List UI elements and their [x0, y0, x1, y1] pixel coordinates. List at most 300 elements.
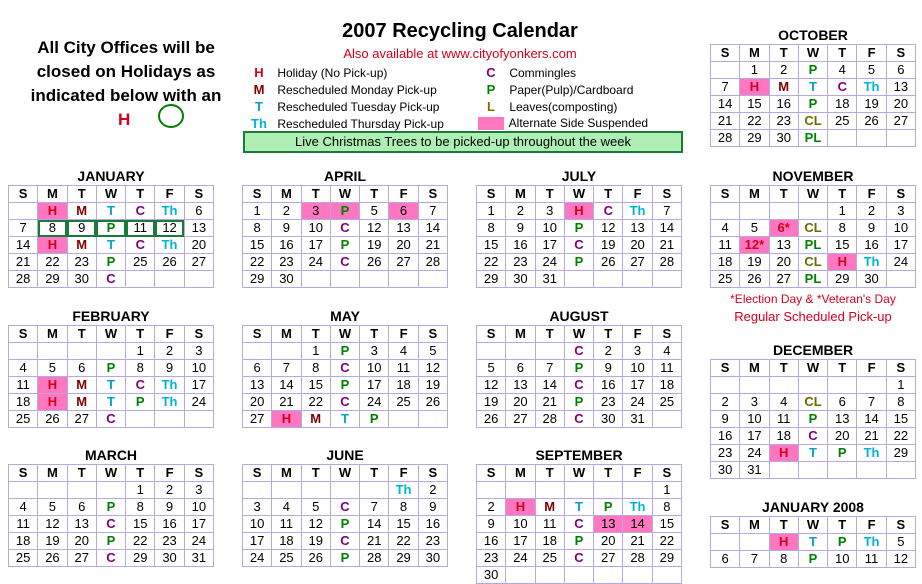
day-cell: 9 — [155, 360, 184, 377]
day-cell: 27 — [389, 254, 418, 271]
day-cell: PL — [798, 237, 827, 254]
day-cell: 16 — [769, 96, 798, 113]
day-cell: 13 — [184, 220, 213, 237]
day-cell: 22 — [477, 254, 506, 271]
day-cell: 19 — [38, 533, 67, 550]
day-cell — [886, 271, 915, 288]
day-cell: 5 — [360, 203, 389, 220]
legend-item — [244, 115, 444, 132]
day-cell: 3 — [886, 203, 915, 220]
day-cell: 9 — [857, 220, 886, 237]
day-cell: 3 — [243, 499, 272, 516]
day-cell: Th — [857, 445, 886, 462]
day-cell: 23 — [769, 113, 798, 130]
week-row — [477, 360, 682, 377]
day-cell — [184, 411, 213, 428]
day-cell: 10 — [740, 411, 769, 428]
month-name: JANUARY — [77, 168, 145, 184]
day-cell: PL — [798, 130, 827, 147]
day-cell — [243, 482, 272, 499]
day-cell: 16 — [857, 237, 886, 254]
week-row — [9, 482, 214, 499]
day-cell: 30 — [769, 130, 798, 147]
week-row — [243, 254, 448, 271]
day-cell — [360, 271, 389, 288]
day-cell: Th — [155, 237, 184, 254]
day-cell: 2 — [272, 203, 301, 220]
day-cell: 29 — [652, 550, 681, 567]
day-cell: 4 — [769, 394, 798, 411]
day-cell: 21 — [623, 533, 652, 550]
week-row — [711, 551, 916, 568]
day-cell: CL — [798, 113, 827, 130]
day-cell: C — [564, 343, 593, 360]
day-cell: M — [769, 79, 798, 96]
day-cell — [389, 271, 418, 288]
day-header: T — [301, 186, 330, 203]
week-row — [711, 203, 916, 220]
week-row — [711, 62, 916, 79]
day-header: M — [740, 517, 769, 534]
day-cell: 30 — [594, 411, 623, 428]
day-cell: 11 — [389, 360, 418, 377]
day-header: S — [652, 326, 681, 343]
day-cell: 16 — [594, 377, 623, 394]
day-cell: C — [96, 271, 125, 288]
week-row — [243, 203, 448, 220]
day-cell: 20 — [506, 394, 535, 411]
day-header: F — [623, 186, 652, 203]
month-september — [476, 447, 682, 584]
day-cell — [96, 343, 125, 360]
day-cell: P — [330, 343, 359, 360]
day-cell: 26 — [360, 254, 389, 271]
day-cell — [711, 203, 740, 220]
week-row — [711, 237, 916, 254]
day-cell: 23 — [418, 533, 447, 550]
day-cell: 21 — [857, 428, 886, 445]
day-cell: Th — [623, 499, 652, 516]
legend-code: P — [486, 82, 496, 97]
day-cell: T — [798, 445, 827, 462]
day-cell: 19 — [360, 237, 389, 254]
day-cell: T — [798, 534, 827, 551]
legend-label: Rescheduled Monday Pick-up — [274, 83, 437, 97]
election-note: *Election Day & *Veteran's Day — [730, 292, 896, 306]
week-row — [243, 394, 448, 411]
day-cell: P — [330, 203, 359, 220]
day-cell: 26 — [740, 271, 769, 288]
day-cell: 24 — [184, 533, 213, 550]
week-row — [9, 394, 214, 411]
day-header: S — [243, 465, 272, 482]
day-cell: 6 — [828, 394, 857, 411]
week-row — [711, 96, 916, 113]
day-header: W — [798, 186, 827, 203]
day-header: S — [243, 326, 272, 343]
day-header: F — [623, 326, 652, 343]
day-cell — [535, 567, 564, 584]
day-cell — [38, 482, 67, 499]
day-cell: 17 — [886, 237, 915, 254]
legend-label: Rescheduled Thursday Pick-up — [274, 117, 444, 131]
day-header: F — [857, 517, 886, 534]
legend-code: C — [486, 65, 496, 80]
day-cell: 4 — [9, 499, 38, 516]
day-cell — [184, 271, 213, 288]
day-cell: 5 — [857, 62, 886, 79]
day-header: F — [623, 465, 652, 482]
day-cell: 15 — [301, 377, 330, 394]
day-cell — [564, 482, 593, 499]
day-cell — [740, 377, 769, 394]
day-cell: 20 — [828, 428, 857, 445]
day-cell: 10 — [535, 220, 564, 237]
day-cell: 18 — [389, 377, 418, 394]
day-cell: 2 — [594, 343, 623, 360]
day-header: M — [740, 45, 769, 62]
day-header: F — [389, 186, 418, 203]
day-cell: 24 — [506, 550, 535, 567]
day-header: W — [330, 186, 359, 203]
day-cell: 15 — [652, 516, 681, 533]
day-cell: 10 — [360, 360, 389, 377]
day-cell — [798, 203, 827, 220]
day-cell: 3 — [301, 203, 330, 220]
day-cell: CL — [798, 220, 827, 237]
day-cell — [506, 482, 535, 499]
legend-code: L — [487, 99, 495, 114]
day-cell: 10 — [301, 220, 330, 237]
day-cell — [740, 534, 769, 551]
month-table — [476, 185, 682, 288]
day-cell: H — [38, 377, 67, 394]
day-cell: 29 — [243, 271, 272, 288]
day-cell: 24 — [740, 445, 769, 462]
day-cell — [711, 62, 740, 79]
week-row — [477, 533, 682, 550]
day-cell: 13 — [769, 237, 798, 254]
day-cell: 11 — [9, 516, 38, 533]
day-cell: H — [38, 203, 67, 220]
day-cell: 24 — [535, 254, 564, 271]
day-cell: M — [67, 203, 96, 220]
day-cell: 16 — [711, 428, 740, 445]
day-cell: H — [769, 534, 798, 551]
week-row — [711, 79, 916, 96]
day-cell: H — [740, 79, 769, 96]
day-cell: 5 — [418, 343, 447, 360]
legend-label: Rescheduled Tuesday Pick-up — [274, 100, 440, 114]
day-cell: 14 — [652, 220, 681, 237]
week-row — [711, 220, 916, 237]
day-cell: 8 — [243, 220, 272, 237]
day-cell: 18 — [535, 533, 564, 550]
day-cell: 4 — [652, 343, 681, 360]
day-header: S — [652, 186, 681, 203]
day-cell: 24 — [360, 394, 389, 411]
day-cell: 11 — [126, 220, 155, 237]
day-cell: C — [126, 237, 155, 254]
day-cell: 20 — [243, 394, 272, 411]
day-cell — [126, 411, 155, 428]
regular-pickup-note: Regular Scheduled Pick-up — [734, 309, 892, 324]
month-table — [710, 516, 916, 568]
week-row — [9, 271, 214, 288]
week-row — [477, 482, 682, 499]
day-cell: 19 — [301, 533, 330, 550]
day-cell: 5 — [740, 220, 769, 237]
day-cell — [243, 343, 272, 360]
day-cell: 26 — [38, 550, 67, 567]
day-header: T — [126, 465, 155, 482]
day-cell: 18 — [9, 533, 38, 550]
week-row — [9, 237, 214, 254]
day-header: S — [477, 326, 506, 343]
day-cell — [828, 130, 857, 147]
week-row — [477, 237, 682, 254]
day-cell: 11 — [711, 237, 740, 254]
legend-label: Holiday (No Pick-up) — [274, 66, 388, 80]
day-cell: 8 — [652, 499, 681, 516]
day-cell: 11 — [769, 411, 798, 428]
day-cell: 27 — [506, 411, 535, 428]
day-cell: C — [564, 516, 593, 533]
holiday-notice-h: H — [118, 110, 131, 129]
day-cell — [67, 343, 96, 360]
day-cell: 10 — [506, 516, 535, 533]
day-cell: 21 — [272, 394, 301, 411]
day-cell — [828, 462, 857, 479]
day-cell: 19 — [594, 237, 623, 254]
day-cell: H — [564, 203, 593, 220]
day-cell: 23 — [272, 254, 301, 271]
day-cell: 25 — [828, 113, 857, 130]
day-cell: 8 — [886, 394, 915, 411]
day-cell: P — [798, 62, 827, 79]
day-cell: 24 — [623, 394, 652, 411]
day-cell: 1 — [126, 482, 155, 499]
day-cell: 14 — [623, 516, 652, 533]
day-cell: T — [96, 377, 125, 394]
week-row — [711, 411, 916, 428]
day-cell — [418, 411, 447, 428]
day-cell: M — [67, 237, 96, 254]
day-cell: 25 — [652, 394, 681, 411]
day-cell: 28 — [9, 271, 38, 288]
week-row — [711, 428, 916, 445]
day-cell: P — [96, 220, 125, 237]
day-cell: 18 — [711, 254, 740, 271]
day-cell: 20 — [184, 237, 213, 254]
day-header: T — [301, 465, 330, 482]
day-cell: 26 — [418, 394, 447, 411]
month-name: MAY — [330, 308, 360, 324]
month-march — [8, 447, 214, 567]
day-cell: P — [564, 220, 593, 237]
day-cell: 15 — [126, 516, 155, 533]
legend-label: Alternate Side Suspended — [506, 116, 649, 130]
day-cell: 12* — [740, 237, 769, 254]
day-header: T — [828, 360, 857, 377]
day-cell: 14 — [360, 516, 389, 533]
day-cell: 30 — [418, 550, 447, 567]
day-cell: 10 — [828, 551, 857, 568]
day-cell: 23 — [155, 533, 184, 550]
day-cell: 17 — [301, 237, 330, 254]
day-cell — [857, 130, 886, 147]
day-header: T — [301, 326, 330, 343]
day-cell: H — [38, 394, 67, 411]
day-cell: 9 — [418, 499, 447, 516]
month-table — [476, 464, 682, 584]
day-cell: 12 — [155, 220, 184, 237]
day-header: S — [418, 465, 447, 482]
holiday-notice — [8, 36, 244, 108]
day-cell: 6 — [184, 203, 213, 220]
day-header: S — [886, 360, 915, 377]
day-header: M — [506, 465, 535, 482]
day-cell: T — [96, 394, 125, 411]
day-cell: 12 — [418, 360, 447, 377]
day-cell: 11 — [272, 516, 301, 533]
day-cell — [477, 343, 506, 360]
day-cell: P — [798, 551, 827, 568]
day-cell: 22 — [301, 394, 330, 411]
week-row — [243, 411, 448, 428]
day-cell: 13 — [886, 79, 915, 96]
day-cell: 6 — [711, 551, 740, 568]
day-cell: 9 — [272, 220, 301, 237]
day-cell: 10 — [184, 499, 213, 516]
day-header: T — [535, 465, 564, 482]
day-cell: Th — [623, 203, 652, 220]
week-row — [477, 567, 682, 584]
day-cell: 26 — [155, 254, 184, 271]
day-cell — [594, 271, 623, 288]
month-october — [710, 27, 916, 147]
day-cell: 17 — [740, 428, 769, 445]
month-may — [242, 308, 448, 428]
day-cell: 6 — [389, 203, 418, 220]
day-cell: 31 — [740, 462, 769, 479]
day-cell — [769, 377, 798, 394]
day-cell: 27 — [623, 254, 652, 271]
day-cell: 15 — [477, 237, 506, 254]
day-cell: 25 — [9, 550, 38, 567]
day-cell: 17 — [535, 237, 564, 254]
legend-code: H — [254, 65, 264, 80]
day-cell: 29 — [828, 271, 857, 288]
day-header: W — [564, 186, 593, 203]
day-cell: 19 — [418, 377, 447, 394]
day-cell: 21 — [652, 237, 681, 254]
legend-item — [476, 115, 648, 132]
day-cell — [9, 482, 38, 499]
day-cell: C — [126, 203, 155, 220]
day-cell: 14 — [711, 96, 740, 113]
week-row — [9, 377, 214, 394]
week-row — [711, 462, 916, 479]
day-cell: 18 — [272, 533, 301, 550]
month-table — [242, 185, 448, 288]
day-cell — [67, 482, 96, 499]
day-cell: 9 — [594, 360, 623, 377]
day-cell: 27 — [886, 113, 915, 130]
day-cell: 25 — [389, 394, 418, 411]
day-cell — [740, 203, 769, 220]
day-cell: 24 — [184, 394, 213, 411]
day-cell: 3 — [740, 394, 769, 411]
month-name: SEPTEMBER — [535, 447, 623, 463]
day-cell: 30 — [857, 271, 886, 288]
day-cell: 14 — [535, 377, 564, 394]
day-cell: 30 — [67, 271, 96, 288]
day-header: T — [126, 186, 155, 203]
day-cell: 5 — [38, 499, 67, 516]
day-cell: 28 — [535, 411, 564, 428]
month-name: DECEMBER — [772, 342, 854, 358]
day-cell: T — [564, 499, 593, 516]
day-cell — [623, 271, 652, 288]
day-cell: 21 — [535, 394, 564, 411]
day-cell: M — [535, 499, 564, 516]
day-cell: C — [330, 533, 359, 550]
legend-label: Paper(Pulp)/Cardboard — [506, 83, 634, 97]
day-cell: CL — [798, 254, 827, 271]
day-cell: 1 — [126, 343, 155, 360]
day-cell — [623, 482, 652, 499]
day-cell: 14 — [9, 237, 38, 254]
day-cell: 31 — [535, 271, 564, 288]
day-header: W — [96, 186, 125, 203]
week-row — [9, 499, 214, 516]
day-cell: C — [96, 550, 125, 567]
day-cell: 9 — [155, 499, 184, 516]
day-cell: P — [96, 499, 125, 516]
day-cell — [798, 377, 827, 394]
week-row — [243, 237, 448, 254]
day-cell: P — [828, 534, 857, 551]
day-header: T — [67, 326, 96, 343]
legend-item — [476, 98, 648, 115]
day-cell: 17 — [623, 377, 652, 394]
day-cell: 27 — [67, 550, 96, 567]
legend-left — [244, 64, 444, 132]
day-cell: 22 — [389, 533, 418, 550]
day-cell: P — [564, 360, 593, 377]
month-name: JUNE — [326, 447, 364, 463]
day-cell: P — [96, 254, 125, 271]
day-cell: 3 — [360, 343, 389, 360]
day-cell — [623, 567, 652, 584]
day-header: T — [769, 186, 798, 203]
month-june — [242, 447, 448, 567]
day-header: S — [711, 45, 740, 62]
day-cell: C — [330, 254, 359, 271]
week-row — [711, 113, 916, 130]
day-cell: 18 — [769, 428, 798, 445]
day-cell: 1 — [243, 203, 272, 220]
day-cell: 15 — [886, 411, 915, 428]
day-cell: 12 — [886, 551, 915, 568]
day-cell: 11 — [9, 377, 38, 394]
month-table — [242, 325, 448, 428]
day-cell: 27 — [594, 550, 623, 567]
day-cell: 11 — [652, 360, 681, 377]
week-row — [477, 220, 682, 237]
day-cell — [886, 462, 915, 479]
